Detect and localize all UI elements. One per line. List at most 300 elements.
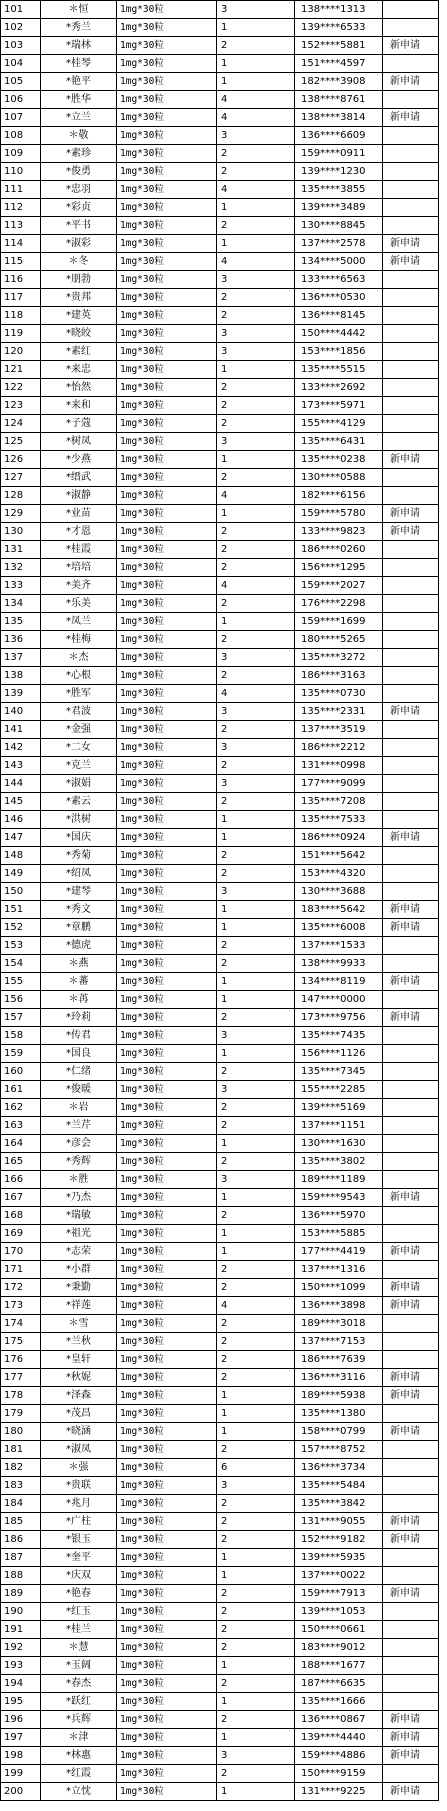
quantity-cell: 3 — [217, 1, 295, 19]
table-row — [1, 1711, 439, 1729]
table-row — [1, 1045, 439, 1063]
row-number-cell: 165 — [1, 1153, 41, 1171]
status-cell — [383, 1567, 439, 1585]
dosage-cell: 1mg*30粒 — [117, 775, 217, 793]
name-cell: *来和 — [41, 397, 117, 415]
dosage-cell: 1mg*30粒 — [117, 1225, 217, 1243]
phone-cell: 173****5971 — [295, 397, 383, 415]
phone-cell: 186****7639 — [295, 1351, 383, 1369]
dosage-cell: 1mg*30粒 — [117, 793, 217, 811]
dosage-cell: 1mg*30粒 — [117, 1297, 217, 1315]
dosage-cell: 1mg*30粒 — [117, 1513, 217, 1531]
status-cell — [383, 1261, 439, 1279]
status-cell: 新申请 — [383, 1531, 439, 1549]
quantity-cell: 2 — [217, 1207, 295, 1225]
row-number-cell: 186 — [1, 1531, 41, 1549]
phone-cell: 156****1126 — [295, 1045, 383, 1063]
dosage-cell: 1mg*30粒 — [117, 1243, 217, 1261]
name-cell: *秋妮 — [41, 1369, 117, 1387]
row-number-cell: 177 — [1, 1369, 41, 1387]
status-cell — [383, 415, 439, 433]
quantity-cell: 2 — [217, 1639, 295, 1657]
name-cell: *秀兰 — [41, 19, 117, 37]
name-cell: *庆双 — [41, 1567, 117, 1585]
phone-cell: 137****0022 — [295, 1567, 383, 1585]
status-cell: 新申请 — [383, 703, 439, 721]
dosage-cell: 1mg*30粒 — [117, 325, 217, 343]
dosage-cell: 1mg*30粒 — [117, 1495, 217, 1513]
table-row — [1, 721, 439, 739]
row-number-cell: 141 — [1, 721, 41, 739]
quantity-cell: 3 — [217, 883, 295, 901]
quantity-cell: 2 — [217, 217, 295, 235]
table-row — [1, 361, 439, 379]
row-number-cell: 162 — [1, 1099, 41, 1117]
table-row — [1, 1747, 439, 1765]
name-cell: *素珍 — [41, 145, 117, 163]
status-cell: 新申请 — [383, 1783, 439, 1801]
status-cell: 新申请 — [383, 505, 439, 523]
name-cell: *艳春 — [41, 1585, 117, 1603]
quantity-cell: 2 — [217, 1279, 295, 1297]
quantity-cell: 2 — [217, 667, 295, 685]
status-cell — [383, 1063, 439, 1081]
quantity-cell: 2 — [217, 37, 295, 55]
status-cell — [383, 217, 439, 235]
table-row — [1, 1081, 439, 1099]
dosage-cell: 1mg*30粒 — [117, 685, 217, 703]
status-cell — [383, 811, 439, 829]
phone-cell: 136****5970 — [295, 1207, 383, 1225]
status-cell: 新申请 — [383, 1189, 439, 1207]
phone-cell: 135****2331 — [295, 703, 383, 721]
table-row — [1, 1603, 439, 1621]
dosage-cell: 1mg*30粒 — [117, 1153, 217, 1171]
phone-cell: 135****3842 — [295, 1495, 383, 1513]
table-row — [1, 793, 439, 811]
row-number-cell: 182 — [1, 1459, 41, 1477]
status-cell: 新申请 — [383, 1513, 439, 1531]
dosage-cell: 1mg*30粒 — [117, 1207, 217, 1225]
name-cell: *克兰 — [41, 757, 117, 775]
name-cell: *平书 — [41, 217, 117, 235]
row-number-cell: 137 — [1, 649, 41, 667]
status-cell: 新申请 — [383, 235, 439, 253]
status-cell — [383, 127, 439, 145]
row-number-cell: 111 — [1, 181, 41, 199]
phone-cell: 137****3519 — [295, 721, 383, 739]
table-row — [1, 1549, 439, 1567]
phone-cell: 159****9543 — [295, 1189, 383, 1207]
row-number-cell: 168 — [1, 1207, 41, 1225]
status-cell — [383, 1675, 439, 1693]
dosage-cell: 1mg*30粒 — [117, 757, 217, 775]
phone-cell: 153****5885 — [295, 1225, 383, 1243]
status-cell — [383, 793, 439, 811]
row-number-cell: 154 — [1, 955, 41, 973]
status-cell — [383, 721, 439, 739]
phone-cell: 159****7913 — [295, 1585, 383, 1603]
phone-cell: 135****0730 — [295, 685, 383, 703]
table-row — [1, 1207, 439, 1225]
row-number-cell: 158 — [1, 1027, 41, 1045]
row-number-cell: 108 — [1, 127, 41, 145]
status-cell: 新申请 — [383, 973, 439, 991]
quantity-cell: 2 — [217, 307, 295, 325]
dosage-cell: 1mg*30粒 — [117, 1459, 217, 1477]
status-cell — [383, 1459, 439, 1477]
status-cell — [383, 379, 439, 397]
table-row — [1, 919, 439, 937]
dosage-cell: 1mg*30粒 — [117, 865, 217, 883]
table-row — [1, 1171, 439, 1189]
name-cell: *绍凤 — [41, 865, 117, 883]
dosage-cell: 1mg*30粒 — [117, 1747, 217, 1765]
quantity-cell: 1 — [217, 973, 295, 991]
row-number-cell: 159 — [1, 1045, 41, 1063]
table-row — [1, 415, 439, 433]
quantity-cell: 2 — [217, 1513, 295, 1531]
status-cell — [383, 865, 439, 883]
name-cell: *跃红 — [41, 1693, 117, 1711]
table-row — [1, 991, 439, 1009]
quantity-cell: 1 — [217, 901, 295, 919]
quantity-cell: 1 — [217, 829, 295, 847]
table-row — [1, 1315, 439, 1333]
row-number-cell: 119 — [1, 325, 41, 343]
dosage-cell: 1mg*30粒 — [117, 1369, 217, 1387]
quantity-cell: 1 — [217, 73, 295, 91]
status-cell — [383, 577, 439, 595]
phone-cell: 133****9823 — [295, 523, 383, 541]
status-cell — [383, 1171, 439, 1189]
status-cell — [383, 1765, 439, 1783]
row-number-cell: 112 — [1, 199, 41, 217]
table-row — [1, 199, 439, 217]
phone-cell: 150****4442 — [295, 325, 383, 343]
phone-cell: 150****9159 — [295, 1765, 383, 1783]
phone-cell: 135****3272 — [295, 649, 383, 667]
phone-cell: 159****0911 — [295, 145, 383, 163]
table-row — [1, 109, 439, 127]
status-cell — [383, 1045, 439, 1063]
dosage-cell: 1mg*30粒 — [117, 217, 217, 235]
dosage-cell: 1mg*30粒 — [117, 343, 217, 361]
row-number-cell: 139 — [1, 685, 41, 703]
status-cell — [383, 991, 439, 1009]
phone-cell: 137****1316 — [295, 1261, 383, 1279]
quantity-cell: 2 — [217, 1099, 295, 1117]
quantity-cell: 2 — [217, 1675, 295, 1693]
row-number-cell: 167 — [1, 1189, 41, 1207]
dosage-cell: 1mg*30粒 — [117, 721, 217, 739]
status-cell — [383, 937, 439, 955]
quantity-cell: 1 — [217, 1189, 295, 1207]
quantity-cell: 1 — [217, 1783, 295, 1801]
row-number-cell: 134 — [1, 595, 41, 613]
row-number-cell: 197 — [1, 1729, 41, 1747]
phone-cell: 135****7533 — [295, 811, 383, 829]
status-cell: 新申请 — [383, 1369, 439, 1387]
table-row — [1, 613, 439, 631]
status-cell — [383, 271, 439, 289]
status-cell: 新申请 — [383, 1423, 439, 1441]
dosage-cell: 1mg*30粒 — [117, 397, 217, 415]
table-row — [1, 667, 439, 685]
status-cell — [383, 487, 439, 505]
row-number-cell: 126 — [1, 451, 41, 469]
phone-cell: 156****1295 — [295, 559, 383, 577]
name-cell: *淑静 — [41, 487, 117, 505]
quantity-cell: 2 — [217, 1117, 295, 1135]
phone-cell: 134****5000 — [295, 253, 383, 271]
dosage-cell: 1mg*30粒 — [117, 937, 217, 955]
quantity-cell: 4 — [217, 685, 295, 703]
status-cell — [383, 1351, 439, 1369]
table-row — [1, 19, 439, 37]
table-row — [1, 1639, 439, 1657]
status-cell: 新申请 — [383, 1387, 439, 1405]
phone-cell: 152****5881 — [295, 37, 383, 55]
row-number-cell: 193 — [1, 1657, 41, 1675]
name-cell: *桂琴 — [41, 55, 117, 73]
phone-cell: 136****3898 — [295, 1297, 383, 1315]
phone-cell: 189****3018 — [295, 1315, 383, 1333]
table-row — [1, 1261, 439, 1279]
table-row — [1, 1099, 439, 1117]
table-row — [1, 883, 439, 901]
name-cell: *兵辉 — [41, 1711, 117, 1729]
row-number-cell: 184 — [1, 1495, 41, 1513]
quantity-cell: 3 — [217, 775, 295, 793]
row-number-cell: 132 — [1, 559, 41, 577]
name-cell: *艳平 — [41, 73, 117, 91]
quantity-cell: 2 — [217, 721, 295, 739]
status-cell — [383, 163, 439, 181]
row-number-cell: 190 — [1, 1603, 41, 1621]
status-cell — [383, 775, 439, 793]
status-cell — [383, 541, 439, 559]
dosage-cell: 1mg*30粒 — [117, 451, 217, 469]
quantity-cell: 2 — [217, 1153, 295, 1171]
phone-cell: 150****1099 — [295, 1279, 383, 1297]
phone-cell: 138****1313 — [295, 1, 383, 19]
quantity-cell: 2 — [217, 415, 295, 433]
quantity-cell: 1 — [217, 1243, 295, 1261]
name-cell: *心根 — [41, 667, 117, 685]
table-row — [1, 559, 439, 577]
status-cell: 新申请 — [383, 829, 439, 847]
quantity-cell: 1 — [217, 199, 295, 217]
quantity-cell: 2 — [217, 1621, 295, 1639]
status-cell: 新申请 — [383, 451, 439, 469]
row-number-cell: 176 — [1, 1351, 41, 1369]
dosage-cell: 1mg*30粒 — [117, 577, 217, 595]
status-cell — [383, 433, 439, 451]
quantity-cell: 3 — [217, 1027, 295, 1045]
name-cell: *国良 — [41, 1045, 117, 1063]
phone-cell: 139****6533 — [295, 19, 383, 37]
status-cell — [383, 847, 439, 865]
row-number-cell: 123 — [1, 397, 41, 415]
name-cell: *洪树 — [41, 811, 117, 829]
name-cell: *俊勇 — [41, 163, 117, 181]
table-row — [1, 973, 439, 991]
table-row — [1, 181, 439, 199]
quantity-cell: 1 — [217, 505, 295, 523]
status-cell — [383, 1225, 439, 1243]
status-cell — [383, 1621, 439, 1639]
quantity-cell: 2 — [217, 397, 295, 415]
row-number-cell: 180 — [1, 1423, 41, 1441]
table-row — [1, 739, 439, 757]
phone-cell: 135****5484 — [295, 1477, 383, 1495]
row-number-cell: 174 — [1, 1315, 41, 1333]
status-cell: 新申请 — [383, 1711, 439, 1729]
dosage-cell: 1mg*30粒 — [117, 1351, 217, 1369]
dosage-cell: 1mg*30粒 — [117, 1675, 217, 1693]
dosage-cell: 1mg*30粒 — [117, 1531, 217, 1549]
name-cell: *金强 — [41, 721, 117, 739]
name-cell: *彦会 — [41, 1135, 117, 1153]
table-row — [1, 1117, 439, 1135]
name-cell: ＊敬 — [41, 127, 117, 145]
dosage-cell: 1mg*30粒 — [117, 289, 217, 307]
dosage-cell: 1mg*30粒 — [117, 1405, 217, 1423]
row-number-cell: 189 — [1, 1585, 41, 1603]
name-cell: ＊雪 — [41, 1315, 117, 1333]
phone-cell: 131****9055 — [295, 1513, 383, 1531]
status-cell: 新申请 — [383, 1297, 439, 1315]
phone-cell: 155****4129 — [295, 415, 383, 433]
table-row — [1, 811, 439, 829]
phone-cell: 182****6156 — [295, 487, 383, 505]
name-cell: ＊杰 — [41, 649, 117, 667]
name-cell: *淑彩 — [41, 235, 117, 253]
table-row — [1, 1783, 439, 1801]
table-row — [1, 685, 439, 703]
quantity-cell: 3 — [217, 649, 295, 667]
row-number-cell: 196 — [1, 1711, 41, 1729]
table-row — [1, 775, 439, 793]
quantity-cell: 2 — [217, 1711, 295, 1729]
quantity-cell: 2 — [217, 1063, 295, 1081]
phone-cell: 130****1630 — [295, 1135, 383, 1153]
row-number-cell: 135 — [1, 613, 41, 631]
phone-cell: 136****3116 — [295, 1369, 383, 1387]
phone-cell: 135****0238 — [295, 451, 383, 469]
dosage-cell: 1mg*30粒 — [117, 1657, 217, 1675]
status-cell: 新申请 — [383, 37, 439, 55]
table-row — [1, 1423, 439, 1441]
phone-cell: 186****3163 — [295, 667, 383, 685]
quantity-cell: 2 — [217, 757, 295, 775]
quantity-cell: 4 — [217, 91, 295, 109]
table-row — [1, 1063, 439, 1081]
name-cell: *淑娟 — [41, 775, 117, 793]
phone-cell: 136****0530 — [295, 289, 383, 307]
dosage-cell: 1mg*30粒 — [117, 1423, 217, 1441]
status-cell — [383, 1693, 439, 1711]
quantity-cell: 3 — [217, 703, 295, 721]
status-cell — [383, 1153, 439, 1171]
name-cell: *兰秋 — [41, 1333, 117, 1351]
row-number-cell: 160 — [1, 1063, 41, 1081]
quantity-cell: 2 — [217, 1333, 295, 1351]
phone-cell: 186****2212 — [295, 739, 383, 757]
name-cell: *建琴 — [41, 883, 117, 901]
row-number-cell: 161 — [1, 1081, 41, 1099]
table-row — [1, 1333, 439, 1351]
status-cell: 新申请 — [383, 1243, 439, 1261]
quantity-cell: 2 — [217, 559, 295, 577]
status-cell — [383, 55, 439, 73]
dosage-cell: 1mg*30粒 — [117, 595, 217, 613]
table-row — [1, 1225, 439, 1243]
row-number-cell: 129 — [1, 505, 41, 523]
phone-cell: 136****8145 — [295, 307, 383, 325]
phone-cell: 133****6563 — [295, 271, 383, 289]
name-cell: *忠羽 — [41, 181, 117, 199]
phone-cell: 180****5265 — [295, 631, 383, 649]
status-cell: 新申请 — [383, 1009, 439, 1027]
name-cell: *广柱 — [41, 1513, 117, 1531]
dosage-cell: 1mg*30粒 — [117, 1603, 217, 1621]
phone-cell: 130****8845 — [295, 217, 383, 235]
phone-cell: 188****1677 — [295, 1657, 383, 1675]
dosage-cell: 1mg*30粒 — [117, 469, 217, 487]
dosage-cell: 1mg*30粒 — [117, 1441, 217, 1459]
status-cell — [383, 685, 439, 703]
name-cell: *泽森 — [41, 1387, 117, 1405]
name-cell: *茂昌 — [41, 1405, 117, 1423]
row-number-cell: 114 — [1, 235, 41, 253]
status-cell — [383, 145, 439, 163]
quantity-cell: 2 — [217, 955, 295, 973]
name-cell: *立兰 — [41, 109, 117, 127]
phone-cell: 139****5169 — [295, 1099, 383, 1117]
table-row — [1, 1135, 439, 1153]
phone-cell: 135****1380 — [295, 1405, 383, 1423]
quantity-cell: 2 — [217, 1441, 295, 1459]
phone-cell: 157****8752 — [295, 1441, 383, 1459]
table-row — [1, 235, 439, 253]
dosage-cell: 1mg*30粒 — [117, 883, 217, 901]
dosage-cell: 1mg*30粒 — [117, 109, 217, 127]
phone-cell: 135****6008 — [295, 919, 383, 937]
status-cell — [383, 649, 439, 667]
phone-cell: 130****0588 — [295, 469, 383, 487]
dosage-cell: 1mg*30粒 — [117, 55, 217, 73]
name-cell: *红霞 — [41, 1765, 117, 1783]
quantity-cell: 4 — [217, 487, 295, 505]
name-cell: ＊冬 — [41, 253, 117, 271]
status-cell — [383, 631, 439, 649]
row-number-cell: 103 — [1, 37, 41, 55]
status-cell — [383, 1657, 439, 1675]
row-number-cell: 107 — [1, 109, 41, 127]
dosage-cell: 1mg*30粒 — [117, 235, 217, 253]
name-cell: *传君 — [41, 1027, 117, 1045]
name-cell: ＊蕃 — [41, 973, 117, 991]
quantity-cell: 1 — [217, 613, 295, 631]
quantity-cell: 1 — [217, 1135, 295, 1153]
dosage-cell: 1mg*30粒 — [117, 739, 217, 757]
phone-cell: 147****0000 — [295, 991, 383, 1009]
name-cell: *林惠 — [41, 1747, 117, 1765]
quantity-cell: 4 — [217, 1297, 295, 1315]
table-row — [1, 1675, 439, 1693]
